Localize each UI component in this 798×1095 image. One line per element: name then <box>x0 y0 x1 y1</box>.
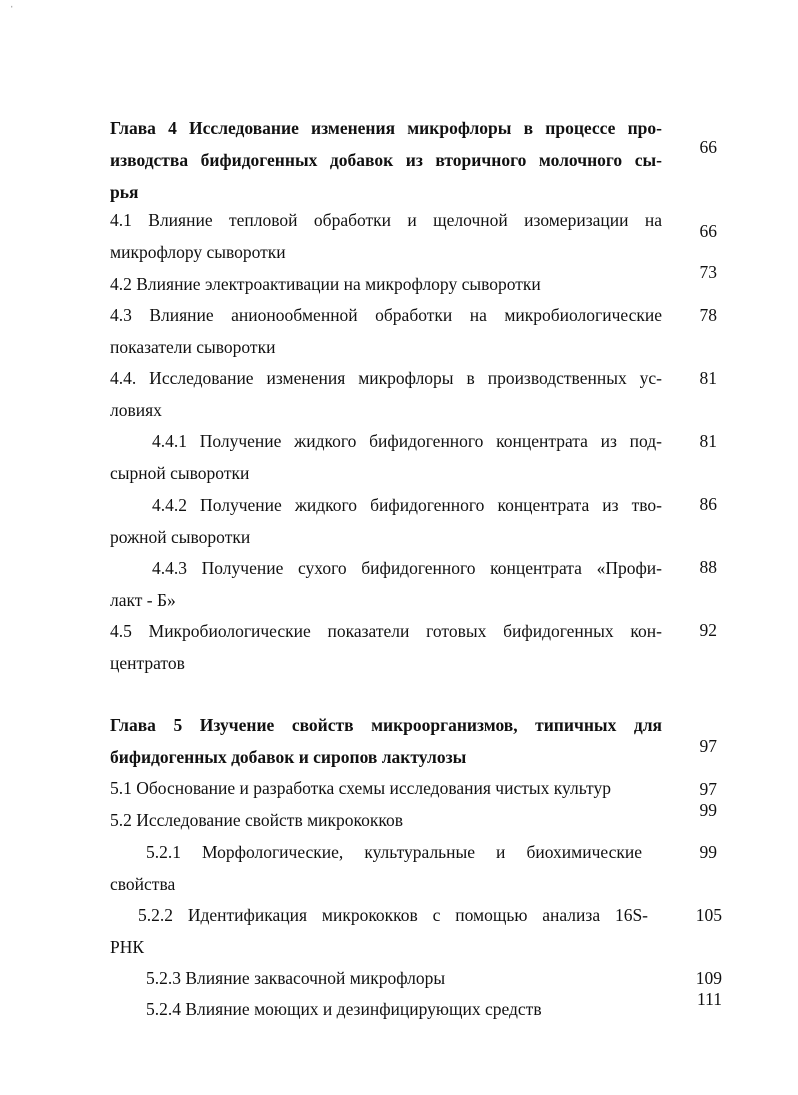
toc-entry-text: 5.2.4 Влияние моющих и дезинфицирующих средств <box>146 999 542 1019</box>
toc-entry-4-5 <box>110 615 662 679</box>
toc-page-number: 86 <box>699 494 717 514</box>
toc-entry-text: Глава 4 Исследование изменения микрофлоры в процессе про- <box>110 118 662 138</box>
toc-entry-4-2 <box>110 268 662 300</box>
toc-entry-text: 4.4.3 Получение сухого бифидогенного концентрата «Профи- <box>152 558 662 578</box>
toc-entry-text: бифидогенных добавок и сиропов лактулозы <box>110 747 467 767</box>
toc-entry-text: 5.2.1 Морфологические, культуральные и биохимические <box>146 842 642 862</box>
toc-entry-4-3 <box>110 299 662 363</box>
toc-page-number: 109 <box>695 968 722 988</box>
toc-entry-text: Глава 5 Изучение свойств микроорганизмов, типичных для <box>110 715 662 735</box>
toc-page-number: 78 <box>699 305 717 325</box>
toc-entry-text: центратов <box>110 653 185 673</box>
toc-entry-text: 4.4.1 Получение жидкого бифидогенного концентрата из под- <box>152 431 662 451</box>
toc-page-number: 92 <box>699 620 717 640</box>
toc-entry-text: лакт - Б» <box>110 590 176 610</box>
toc-entry-text: 4.5 Микробиологические показатели готовых бифидогенных кон- <box>110 621 662 641</box>
toc-entry-4-4-1 <box>110 425 662 489</box>
toc-page-number: 66 <box>699 137 717 157</box>
toc-entry-text: 5.1 Обоснование и разработка схемы исследования чистых культур <box>110 778 611 798</box>
toc-entry-text: РНК <box>110 937 145 957</box>
toc-page-number: 97 <box>699 736 717 756</box>
toc-entry-text: 5.2 Исследование свойств микрококков <box>110 810 404 830</box>
toc-entry-5-2-3 <box>110 962 662 994</box>
toc-entry-5-2-4 <box>110 993 662 1025</box>
toc-entry-5-2 <box>110 804 662 836</box>
toc-entry-text: ловиях <box>110 400 162 420</box>
toc-page-number: 66 <box>699 221 717 241</box>
toc-entry-4-4 <box>110 362 662 426</box>
toc-page-number: 81 <box>699 368 717 388</box>
toc-entry-4-4-2 <box>110 489 662 553</box>
toc-entry-5-2-1 <box>110 836 662 900</box>
toc-entry-text: сырной сыворотки <box>110 463 250 483</box>
scan-mark: ˈ <box>10 4 14 16</box>
toc-entry-text: показатели сыворотки <box>110 337 276 357</box>
toc-page-number: 88 <box>699 557 717 577</box>
toc-entry-text: 4.4. Исследование изменения микрофлоры в производственных ус- <box>110 368 662 388</box>
toc-entry-text: 4.1 Влияние тепловой обработки и щелочной изомеризации на <box>110 210 662 230</box>
toc-entry-text: 5.2.3 Влияние заквасочной микрофлоры <box>146 968 446 988</box>
toc-entry-text: рья <box>110 182 139 202</box>
toc-entry-text: микрофлору сыворотки <box>110 242 286 262</box>
toc-page-number: 99 <box>699 842 717 862</box>
toc-page-number: 111 <box>697 989 722 1009</box>
toc-entry-chapter-5 <box>110 709 662 773</box>
toc-entry-text: изводства бифидогенных добавок из вторичного молочного сы- <box>110 150 662 170</box>
toc-entry-text: свойства <box>110 874 176 894</box>
toc-entry-4-4-3 <box>110 552 662 616</box>
toc-entry-5-1 <box>110 772 662 804</box>
toc-page-number: 73 <box>699 262 717 282</box>
toc-entry-chapter-4 <box>110 112 662 208</box>
toc-entry-text: 5.2.2 Идентификация микрококков с помощью анализа 16S- <box>138 905 648 925</box>
toc-entry-text: 4.4.2 Получение жидкого бифидогенного концентрата из тво- <box>152 495 662 515</box>
toc-entry-text: 4.3 Влияние анионообменной обработки на микробиологические <box>110 305 662 325</box>
toc-entry-text: рожной сыворотки <box>110 527 251 547</box>
toc-page-number: 99 <box>699 800 717 820</box>
toc-page-number: 105 <box>695 905 722 925</box>
toc-entry-4-1 <box>110 204 662 268</box>
toc-page-number: 81 <box>699 431 717 451</box>
toc-page-number: 97 <box>699 779 717 799</box>
toc-entry-text: 4.2 Влияние электроактивации на микрофлору сыворотки <box>110 274 541 294</box>
toc-entry-5-2-2 <box>110 899 662 963</box>
